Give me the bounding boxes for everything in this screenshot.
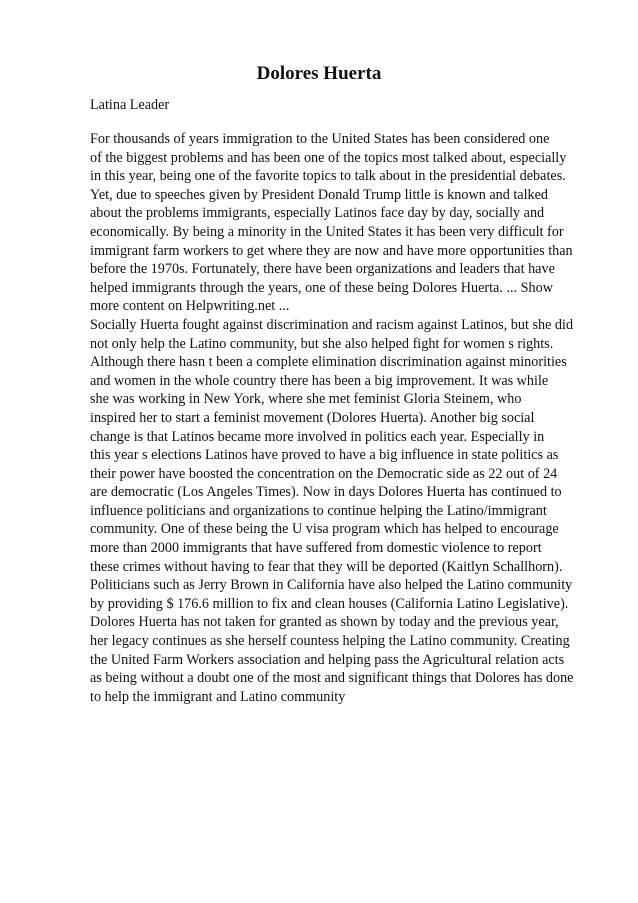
body-line: more than 2000 immigrants that have suffered from domestic violence to report <box>90 540 542 557</box>
body-line: more content on Helpwriting.net ... <box>90 298 290 315</box>
body-line: Although there hasn t been a complete elimination discrimination against minorities <box>90 354 567 371</box>
body-line: helped immigrants through the years, one of these being Dolores Huerta. ... Show <box>90 279 553 296</box>
body-line: community. One of these being the U visa program which has helped to encourage <box>90 521 559 538</box>
document-body <box>90 130 610 706</box>
body-line: influence politicians and organizations to continue helping the Latino/immigrant <box>90 502 547 519</box>
body-line: their power have boosted the concentration on the Democratic side as 22 out of 24 <box>90 465 558 482</box>
body-line: inspired her to start a feminist movement (Dolores Huerta). Another big social <box>90 409 535 426</box>
body-line: not only help the Latino community, but she also helped fight for women s rights. <box>90 335 554 352</box>
body-line: the United Farm Workers association and helping pass the Agricultural relation acts <box>90 651 565 668</box>
body-line: she was working in New York, where she met feminist Gloria Steinem, who <box>90 391 522 408</box>
body-line: change is that Latinos became more involved in politics each year. Especially in <box>90 428 545 445</box>
body-line: Dolores Huerta has not taken for granted as shown by today and the previous year, <box>90 614 559 631</box>
body-line: this year s elections Latinos have proved to have a big influence in state politics as <box>90 447 559 464</box>
body-line: of the biggest problems and has been one of the topics most talked about, especially <box>90 149 567 166</box>
body-line: Politicians such as Jerry Brown in California have also helped the Latino community <box>90 577 573 594</box>
body-line: For thousands of years immigration to the United States has been considered one <box>90 131 550 147</box>
body-line: Socially Huerta fought against discrimination and racism against Latinos, but she did <box>90 316 574 333</box>
body-line: as being without a doubt one of the most and significant things that Dolores has done <box>90 670 574 687</box>
body-line: in this year, being one of the favorite topics to talk about in the presidential debates. <box>90 168 566 185</box>
body-line: before the 1970s. Fortunately, there have been organizations and leaders that have <box>90 261 555 278</box>
body-line: by providing $ 176.6 million to fix and clean houses (California Latino Legislative). <box>90 595 569 612</box>
body-line: her legacy continues as she herself countess helping the Latino community. Creating <box>90 633 570 650</box>
body-line: economically. By being a minority in the United States it has been very difficult for <box>90 223 564 240</box>
body-line: are democratic (Los Angeles Times). Now in days Dolores Huerta has continued to <box>90 484 562 501</box>
body-line: immigrant farm workers to get where they are now and have more opportunities than <box>90 242 573 259</box>
document-title: Dolores Huerta <box>256 63 382 84</box>
document-subtitle: Latina Leader <box>90 97 170 113</box>
body-line: about the problems immigrants, especially Latinos face day by day, socially and <box>90 205 545 222</box>
body-line: these crimes without having to fear that they will be deported (Kaitlyn Schallhorn). <box>90 558 563 575</box>
body-line: and women in the whole country there has been a big improvement. It was while <box>90 372 549 389</box>
body-line: Yet, due to speeches given by President Donald Trump little is known and talked <box>90 186 549 203</box>
body-line: to help the immigrant and Latino community <box>90 688 346 705</box>
